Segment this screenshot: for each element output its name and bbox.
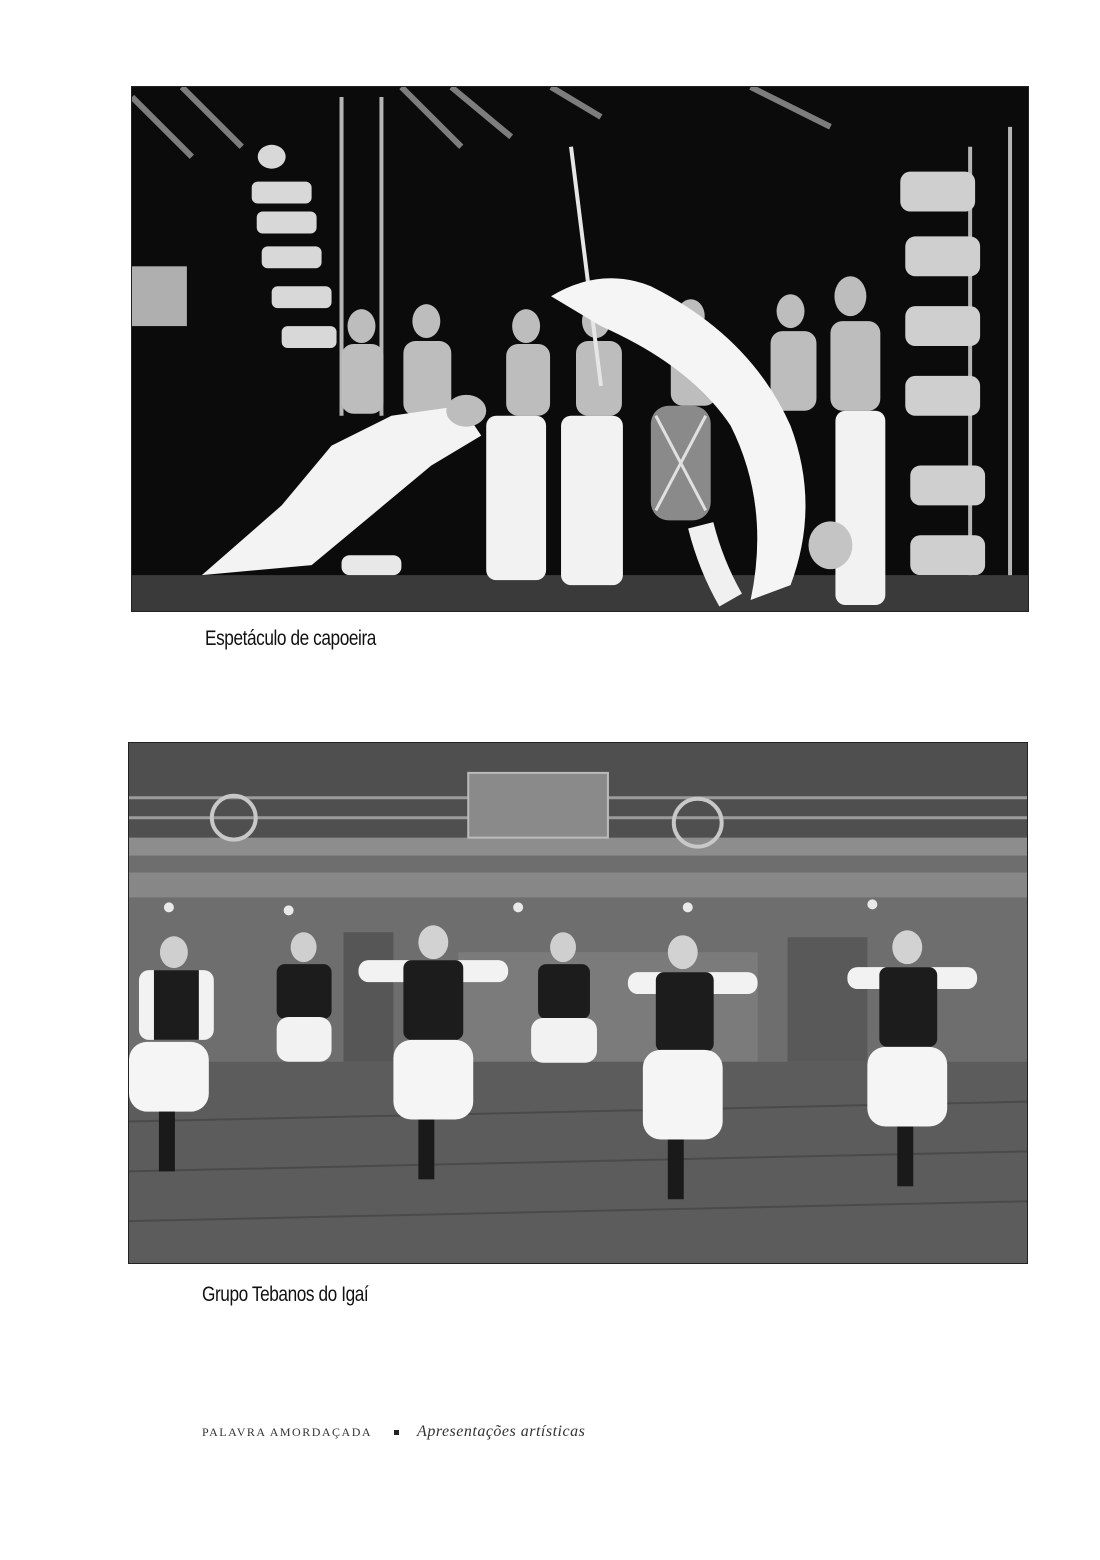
publication-title: PALAVRA AMORDAÇADA [202,1424,373,1439]
photo-caption: Espetáculo de capoeira [205,627,376,650]
bullet-separator-icon [394,1430,399,1435]
folk-dance-photo [128,742,1028,1264]
capoeira-photo [131,86,1029,612]
folk-dance-group-photo-icon [129,743,1027,1263]
photo-caption: Grupo Tebanos do Igaí [202,1283,369,1306]
page-footer [202,1423,585,1441]
section-title: Apresentações artísticas [417,1423,586,1440]
capoeira-stage-photo-icon [132,87,1028,611]
